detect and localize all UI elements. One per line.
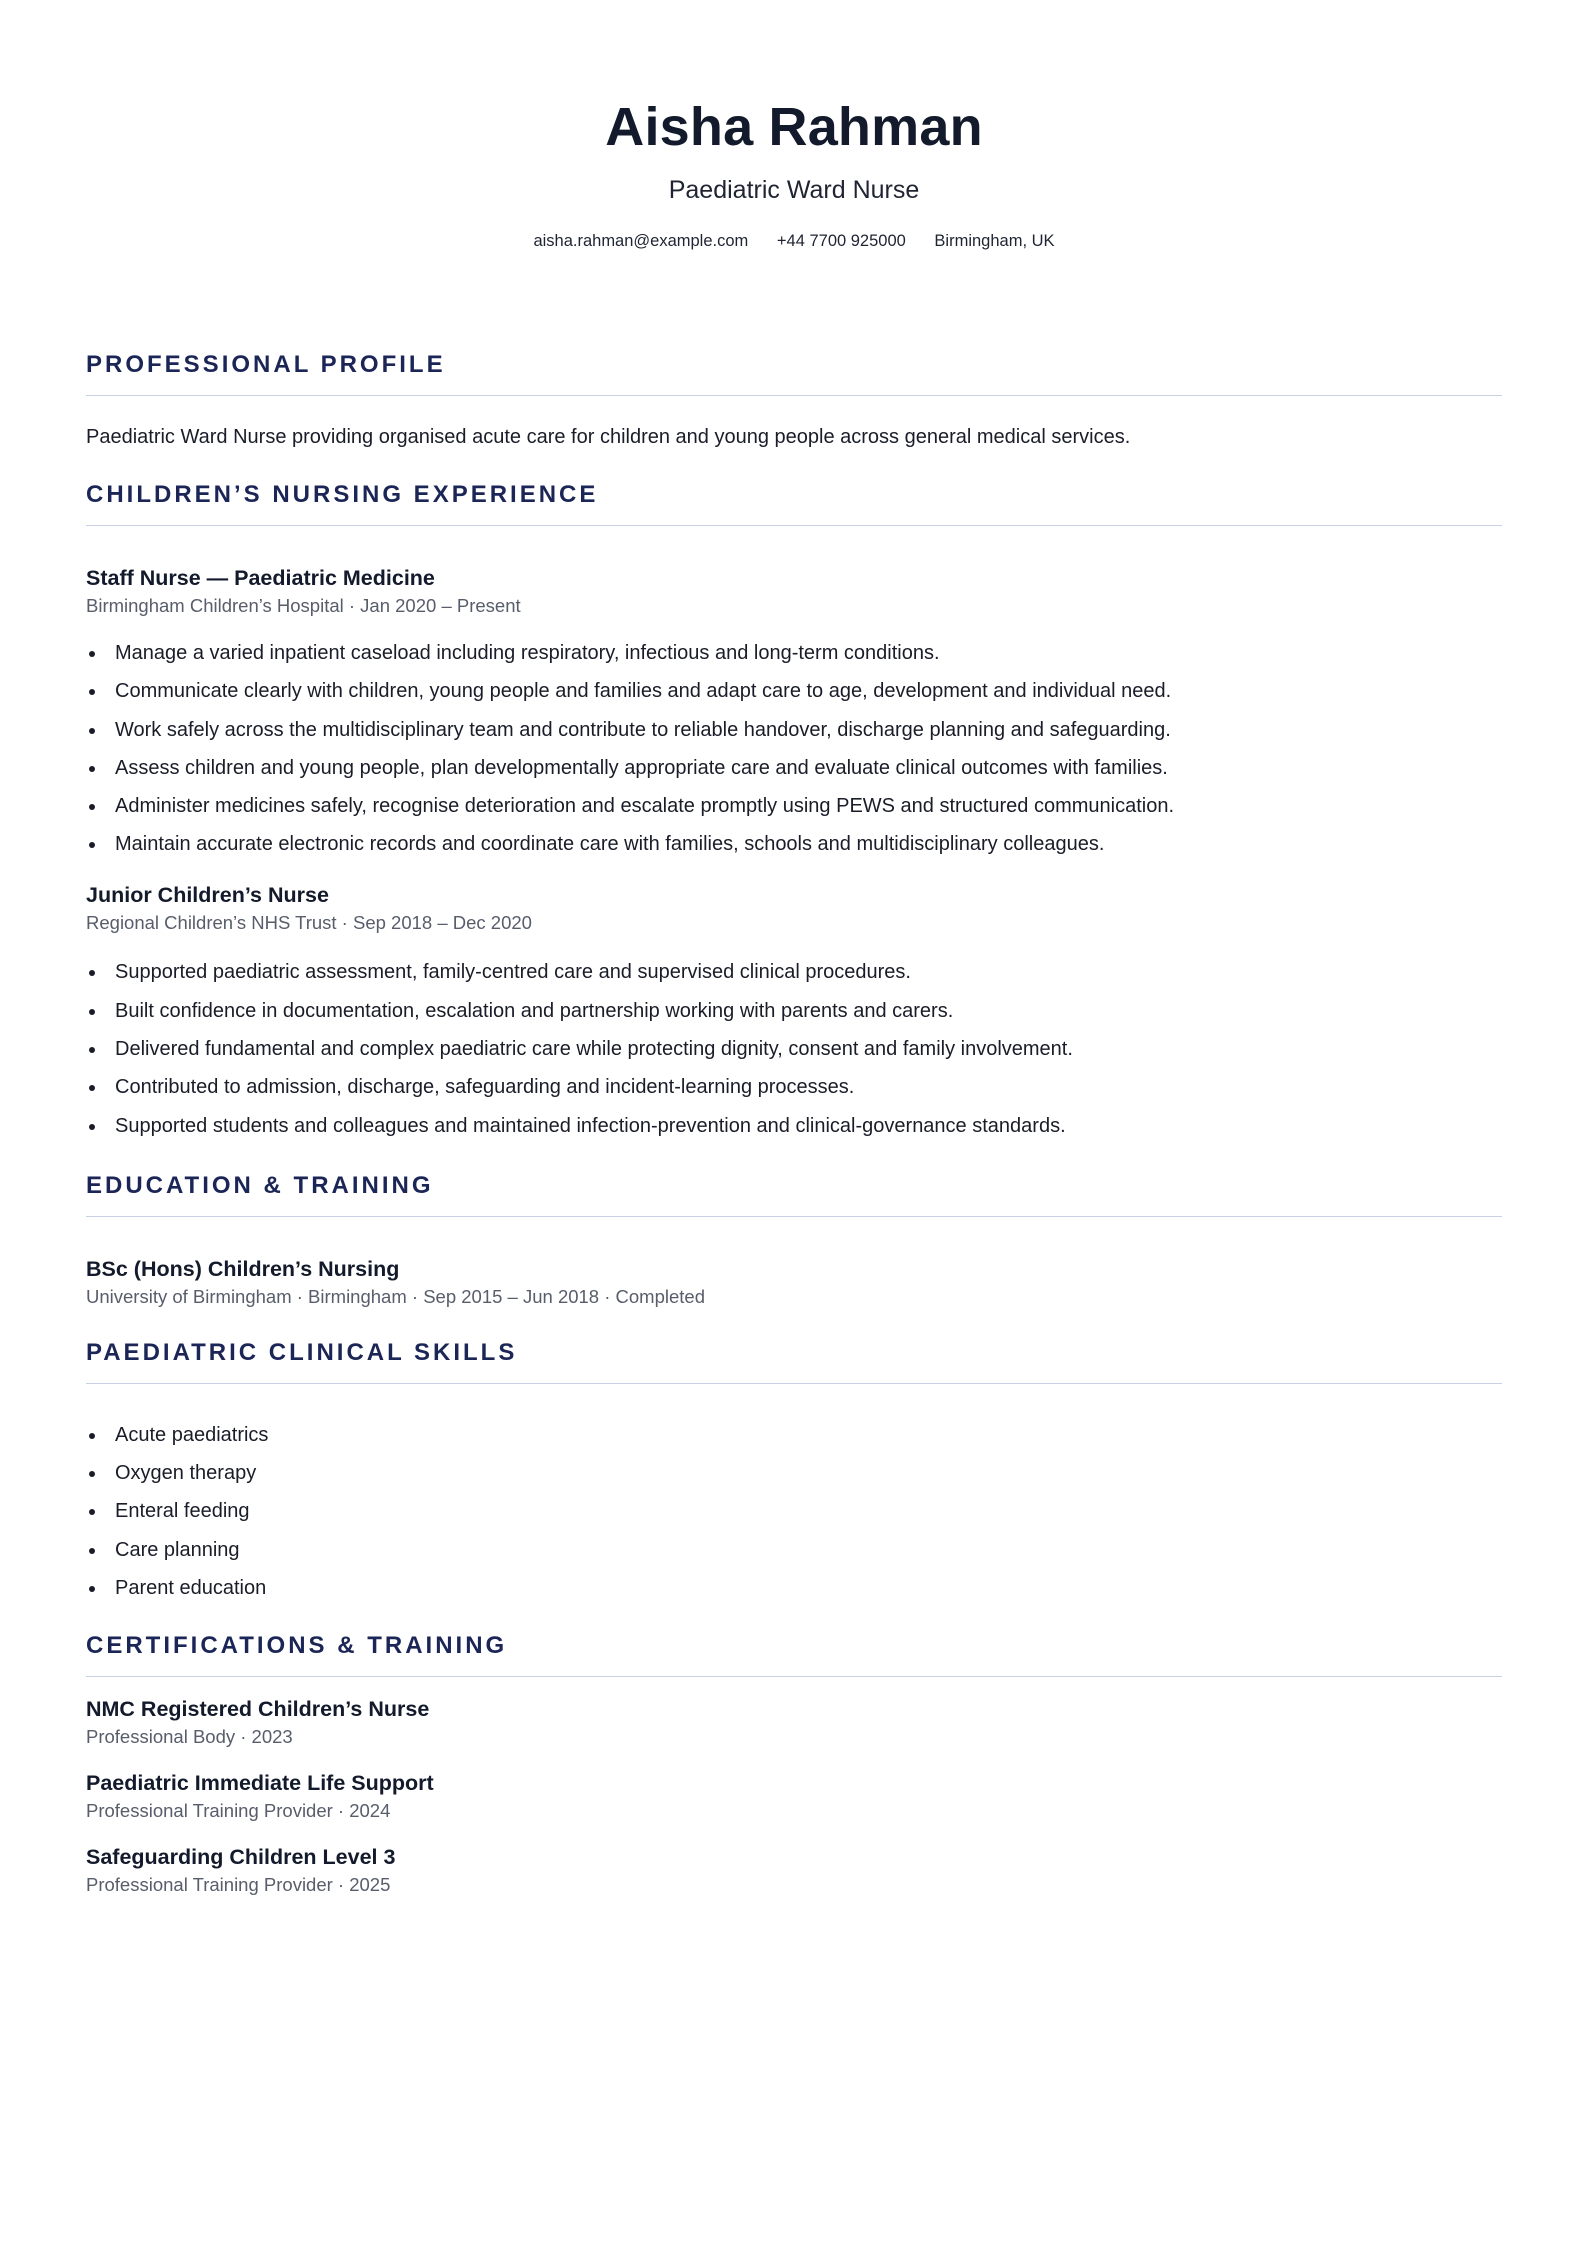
education-section (86, 1170, 1502, 1309)
job-bullets (86, 640, 1502, 857)
certification-entry (86, 1769, 1502, 1823)
section-title: CHILDREN’S NURSING EXPERIENCE (86, 481, 599, 508)
list-item: Assess children and young people, plan developmentally appropriate care and evaluate clinical outcomes with families. (86, 755, 1502, 781)
certification-meta: Professional Training Provider · 2024 (86, 1799, 391, 1821)
degree-meta: University of Birmingham · Birmingham · Sep 2015 – Jun 2018 · Completed (86, 1285, 706, 1307)
experience-section (86, 479, 1502, 1139)
certification-meta: Professional Training Provider · 2025 (86, 1873, 391, 1895)
list-item: Supported paediatric assessment, family-centred care and supervised clinical procedures. (86, 959, 1502, 985)
certification-name: Paediatric Immediate Life Support (86, 1770, 434, 1795)
contact-line (86, 230, 1502, 252)
section-divider (86, 395, 1502, 396)
list-item: Delivered fundamental and complex paediatric care while protecting dignity, consent and family involvement. (86, 1036, 1502, 1062)
section-divider (86, 1216, 1502, 1217)
section-title: CERTIFICATIONS & TRAINING (86, 1631, 508, 1659)
job-entry (86, 564, 1502, 857)
section-title: PAEDIATRIC CLINICAL SKILLS (86, 1338, 518, 1366)
contact-phone[interactable]: +44 7700 925000 (776, 232, 906, 250)
list-item: Enteral feeding (86, 1498, 1502, 1524)
certifications-section (86, 1630, 1502, 1897)
contact-location: Birmingham, UK (934, 232, 1055, 250)
list-item: Parent education (86, 1575, 1502, 1601)
profile-section (86, 349, 1502, 450)
list-item: Maintain accurate electronic records and coordinate care with families, schools and multidisciplinary colleagues. (86, 831, 1502, 857)
section-title: EDUCATION & TRAINING (86, 1171, 434, 1199)
certification-meta: Professional Body · 2023 (86, 1725, 293, 1747)
job-meta: Regional Children’s NHS Trust · Sep 2018 – Dec 2020 (86, 912, 532, 934)
certification-name: Safeguarding Children Level 3 (86, 1844, 396, 1869)
section-divider (86, 525, 1502, 526)
list-item: Communicate clearly with children, young people and families and adapt care to age, development and individual need. (86, 678, 1502, 704)
list-item: Supported students and colleagues and maintained infection-prevention and clinical-governance standards. (86, 1113, 1502, 1139)
degree-title: BSc (Hons) Children’s Nursing (86, 1256, 400, 1281)
education-entry (86, 1255, 1502, 1309)
candidate-name: Aisha Rahman (605, 97, 983, 157)
list-item: Built confidence in documentation, escalation and partnership working with parents and carers. (86, 998, 1502, 1024)
list-item: Work safely across the multidisciplinary team and contribute to reliable handover, discharge planning and safeguarding. (86, 717, 1502, 743)
job-bullets (86, 959, 1502, 1138)
contact-email[interactable]: aisha.rahman@example.com (533, 232, 749, 250)
list-item: Acute paediatrics (86, 1422, 1502, 1448)
candidate-role: Paediatric Ward Nurse (668, 176, 920, 204)
profile-summary: Paediatric Ward Nurse providing organised acute care for children and young people across general medical services. (86, 426, 1131, 448)
section-divider (86, 1383, 1502, 1384)
skills-section (86, 1337, 1502, 1601)
resume-header (86, 0, 1502, 252)
certification-name: NMC Registered Children’s Nurse (86, 1696, 430, 1721)
job-meta: Birmingham Children’s Hospital · Jan 2020 – Present (86, 595, 521, 616)
list-item: Care planning (86, 1537, 1502, 1563)
list-item: Manage a varied inpatient caseload including respiratory, infectious and long-term conditions. (86, 640, 1502, 666)
certification-entry (86, 1843, 1502, 1897)
certification-entry (86, 1695, 1502, 1749)
section-divider (86, 1676, 1502, 1677)
list-item: Oxygen therapy (86, 1460, 1502, 1486)
skills-list (86, 1422, 1502, 1601)
job-entry (86, 881, 1502, 1138)
list-item: Contributed to admission, discharge, safeguarding and incident-learning processes. (86, 1074, 1502, 1100)
job-title: Staff Nurse — Paediatric Medicine (86, 566, 435, 590)
job-title: Junior Children’s Nurse (86, 883, 329, 908)
section-title: PROFESSIONAL PROFILE (86, 351, 446, 378)
list-item: Administer medicines safely, recognise deterioration and escalate promptly using PEWS and structured communication. (86, 793, 1502, 819)
